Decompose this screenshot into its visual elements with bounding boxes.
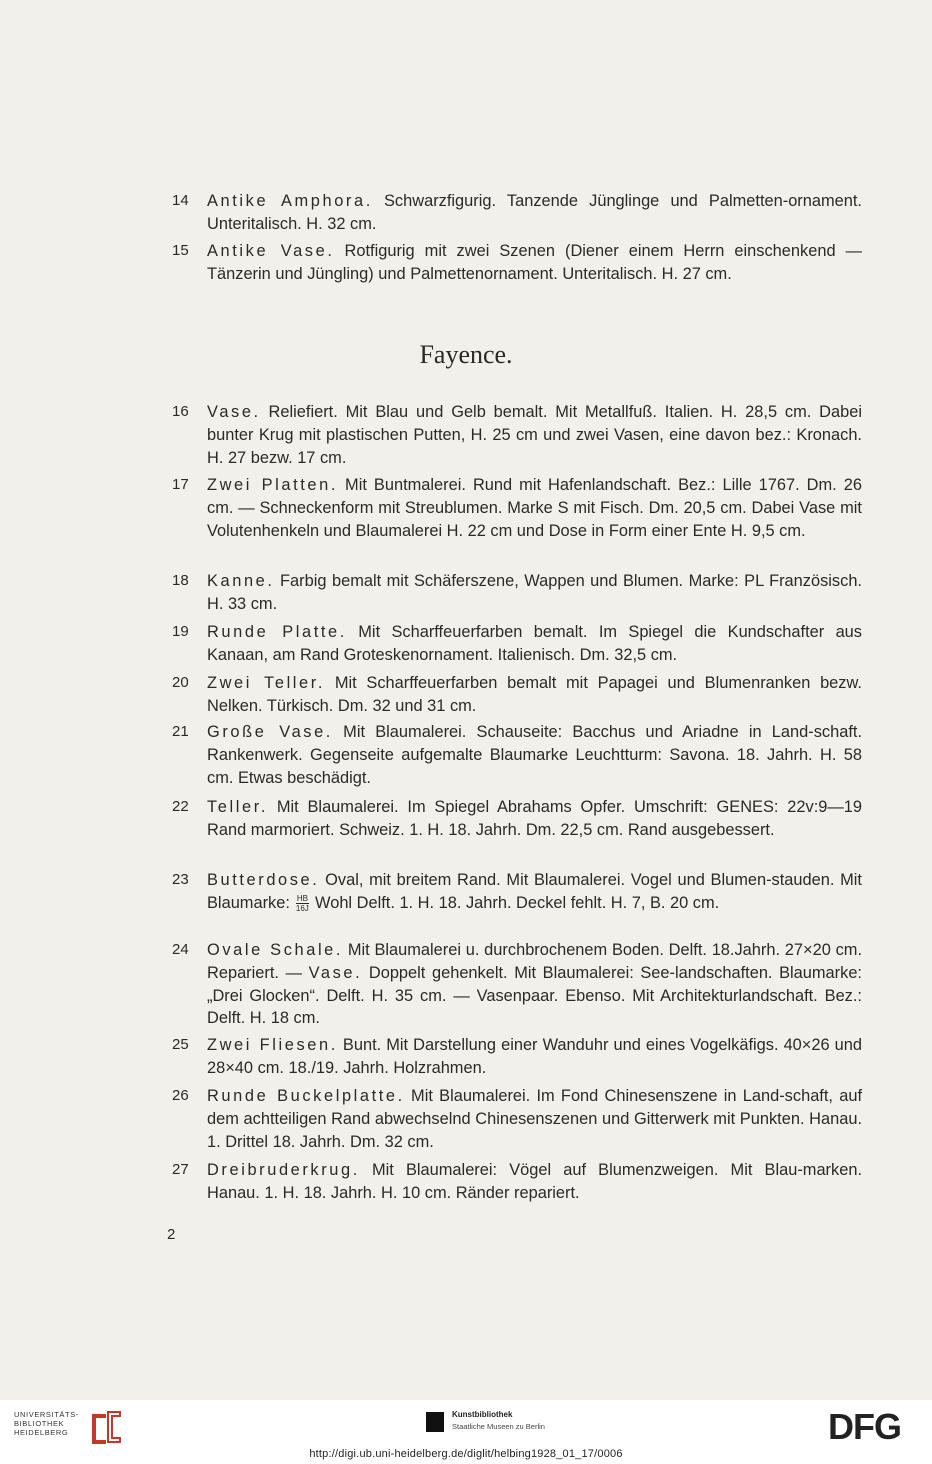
catalog-entry-16: [172, 401, 872, 469]
page-number: 2: [167, 1226, 176, 1243]
dfg-logo[interactable]: DFG: [828, 1406, 901, 1447]
entry-number: 22: [172, 798, 189, 815]
entry-title: Dreibruderkrug.: [207, 1161, 360, 1179]
entry-title: Antike Vase.: [207, 242, 335, 260]
digitization-footer: [0, 1400, 932, 1464]
entry-title: Vase.: [207, 403, 261, 421]
entry-title: Kanne.: [207, 572, 275, 590]
university-library-name: UNIVERSITÄTS- BIBLIOTHEK HEIDELBERG: [14, 1410, 79, 1437]
catalog-entry-24: [172, 939, 872, 1030]
catalog-entry-17: [172, 474, 872, 542]
entry-description: Mit Scharffeuerfarben bemalt. Im Spiegel die Kundschafter aus Kanaan, am Rand Groteskenornament. Italienisch. Dm. 32,5 cm.: [207, 623, 862, 664]
entry-title: Teller.: [207, 798, 269, 816]
entry-description: Reliefiert. Mit Blau und Gelb bemalt. Mit Metallfuß. Italien. H. 28,5 cm. Dabei bunter Krug mit plastischen Putten, H. 25 cm und zwei Vasen, eine davon bez.: Kronach. H. 27 bezw. 17 cm.: [207, 403, 862, 467]
entry-title: Zwei Platten.: [207, 476, 339, 494]
blue-mark-monogram: [296, 894, 309, 913]
catalog-entry-22: [172, 796, 872, 842]
kunstbibliothek-title: Kunstbibliothek: [452, 1410, 513, 1419]
catalog-entry-26: [172, 1085, 872, 1153]
entry-description: Oval, mit breitem Rand. Mit Blaumalerei. Vogel und Blumen-stauden. Mit Blaumarke:: [207, 871, 862, 912]
entry-number: 16: [172, 403, 189, 420]
entry-number: 14: [172, 192, 189, 209]
entry-number: 15: [172, 242, 189, 259]
catalog-entry-20: [172, 672, 872, 718]
entry-description: Mit Blaumalerei: Vögel auf Blumenzweigen. Mit Blau-marken. Hanau. 1. H. 18. Jahrh. H. 10 cm. Ränder repariert.: [207, 1161, 862, 1202]
entry-number: 25: [172, 1036, 189, 1053]
entry-description: Mit Buntmalerei. Rund mit Hafenlandschaft. Bez.: Lille 1767. Dm. 26 cm. — Schneckenform mit Streublumen. Marke S mit Fisch. Dm. 20,5 cm. Dabei Vase mit Volutenhenkeln und Blaumalerei H. 22 cm und Dose in Form einer Ente H. 9,5 cm.: [207, 476, 862, 540]
section-heading: Fayence.: [419, 340, 513, 369]
entry-title: Antike Amphora.: [207, 192, 373, 210]
entry-title: Runde Buckelplatte.: [207, 1087, 405, 1105]
entry-description: Schwarzfigurig. Tanzende Jünglinge und Palmetten-ornament. Unteritalisch. H. 32 cm.: [207, 192, 862, 233]
entry-title: Zwei Teller.: [207, 674, 326, 692]
entry-description-continued: Wohl Delft. 1. H. 18. Jahrh. Deckel fehlt. H. 7, B. 20 cm.: [315, 893, 720, 912]
mark-monogram-bottom: 16J: [295, 903, 309, 913]
catalog-entry-27: [172, 1159, 872, 1205]
entry-description: Mit Blaumalerei. Im Fond Chinesenszene in Land-schaft, auf dem achtteiligen Rand abwechselnd Chinesenszenen und Gitterwerk mit Punkten. Hanau. 1. Drittel 18. Jahrh. Dm. 32 cm.: [207, 1087, 862, 1151]
entry-number: 20: [172, 674, 189, 691]
entry-number: 18: [172, 572, 189, 589]
catalog-entry-15: [172, 240, 872, 286]
entry-number: 26: [172, 1087, 189, 1104]
entry-number: 19: [172, 623, 189, 640]
entry-number: 23: [172, 871, 189, 888]
entry-number: 17: [172, 476, 189, 493]
entry-description: Mit Blaumalerei u. durchbrochenem Boden. Delft. 18.Jahrh. 27×20 cm. Repariert. —: [207, 941, 862, 982]
entry-number: 24: [172, 941, 189, 958]
catalog-entry-18: [172, 570, 872, 616]
entry-number: 21: [172, 723, 189, 740]
entry-subtitle: Vase.: [308, 963, 363, 982]
university-library-logo[interactable]: [14, 1410, 124, 1446]
catalog-entry-25: [172, 1034, 872, 1080]
entry-description: Farbig bemalt mit Schäferszene, Wappen und Blumen. Marke: PL Französisch. H. 33 cm.: [207, 572, 862, 613]
catalog-entry-21: [172, 721, 872, 789]
entry-description: Bunt. Mit Darstellung einer Wanduhr und eines Vogelkäfigs. 40×26 und 28×40 cm. 18./19. Jahrh. Holzrahmen.: [207, 1036, 862, 1077]
entry-title: Große Vase.: [207, 723, 333, 741]
entry-description: Mit Scharffeuerfarben bemalt mit Papagei und Blumenranken bezw. Nelken. Türkisch. Dm. 32 und 31 cm.: [207, 674, 862, 715]
entry-description: Rotfigurig mit zwei Szenen (Diener einem Herrn einschenkend — Tänzerin und Jüngling) und Palmettenornament. Unteritalisch. H. 27 cm.: [207, 242, 862, 283]
kunstbibliothek-logo[interactable]: [426, 1408, 606, 1438]
kunstbibliothek-icon: [426, 1412, 444, 1432]
entry-description: Mit Blaumalerei. Im Spiegel Abrahams Opfer. Umschrift: GENES: 22v:9—19 Rand marmoriert. Schweiz. 1. H. 18. Jahrh. Dm. 22,5 cm. Rand ausgebessert.: [207, 798, 862, 839]
kunstbibliothek-subtitle: Staatliche Museen zu Berlin: [452, 1422, 545, 1431]
catalog-entry-14: [172, 190, 872, 236]
entry-description-continued: Doppelt gehenkelt. Mit Blaumalerei: See-landschaften. Blaumarke: „Drei Glocken“. Delft. H. 35 cm. — Vasenpaar. Ebenso. Mit Architekturlandschaft. Bez.: Delft. H. 18 cm.: [207, 963, 862, 1028]
permalink-url[interactable]: http://digi.ub.uni-heidelberg.de/diglit/helbing1928_01_17/0006: [309, 1448, 623, 1460]
entry-number: 27: [172, 1161, 189, 1178]
catalog-entry-23: [172, 869, 872, 915]
catalog-entry-19: [172, 621, 872, 667]
mark-monogram-top: HB: [296, 893, 309, 903]
entry-title: Butterdose.: [207, 871, 320, 889]
entry-title: Zwei Fliesen.: [207, 1036, 338, 1054]
entry-title: Runde Platte.: [207, 623, 347, 641]
entry-description: Mit Blaumalerei. Schauseite: Bacchus und Ariadne in Land-schaft. Rankenwerk. Gegenseite aufgemalte Blaumarke Leuchtturm: Savona. 18. Jahrh. H. 58 cm. Etwas beschädigt.: [207, 723, 863, 787]
university-crest-icon: [86, 1410, 126, 1446]
entry-title: Ovale Schale.: [207, 941, 344, 959]
